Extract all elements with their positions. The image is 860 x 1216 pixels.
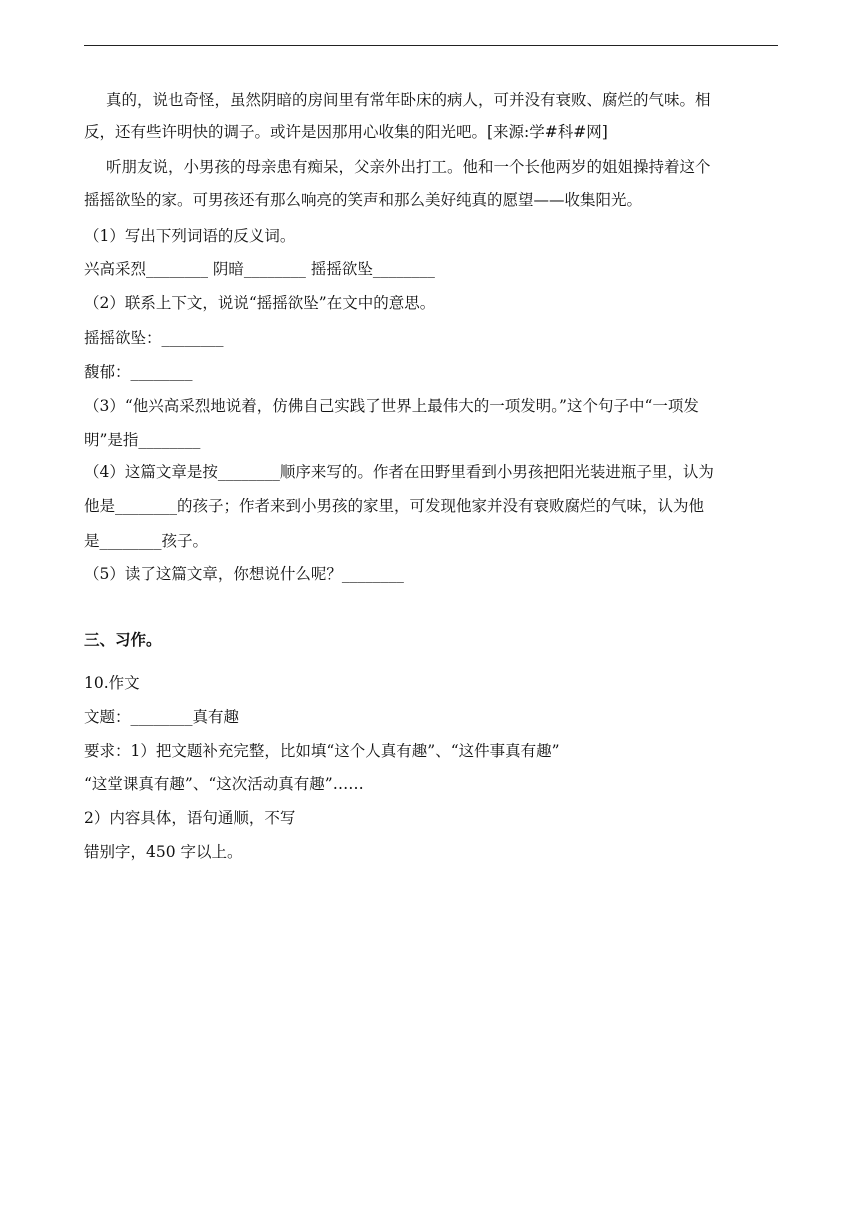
- passage-line: 真的，说也奇怪，虽然阴暗的房间里有常年卧床的病人，可并没有衰败、腐烂的气味。相: [106, 91, 711, 109]
- essay-requirement: 要求：1）把文题补充完整，比如填“这个人真有趣”、“这件事真有趣”: [84, 742, 560, 760]
- question-3: （3）“他兴高采烈地说着，仿佛自己实践了世界上最伟大的一项发明。”这个句子中“一项发: [84, 397, 699, 415]
- question-2-blank-b: 馥郁：________: [84, 363, 193, 381]
- passage-line: 听朋友说，小男孩的母亲患有痴呆，父亲外出打工。他和一个长他两岁的姐姐操持着这个: [106, 158, 711, 176]
- passage-line: 反，还有些许明快的调子。或许是因那用心收集的阳光吧。[来源:学#科#网]: [84, 123, 608, 141]
- header-rule: [84, 45, 778, 46]
- question-1-blanks: 兴高采烈________ 阴暗________ 摇摇欲坠________: [84, 260, 435, 278]
- question-4-cont: 他是________的孩子；作者来到小男孩的家里，可发现他家并没有衰败腐烂的气味，认为他: [84, 497, 705, 515]
- section-heading: 三、习作。: [84, 630, 162, 649]
- question-2: （2）联系上下文，说说“摇摇欲坠”在文中的意思。: [84, 294, 436, 312]
- question-4: （4）这篇文章是按________顺序来写的。作者在田野里看到小男孩把阳光装进瓶子里，认为: [84, 463, 714, 481]
- question-2-blank-a: 摇摇欲坠：________: [84, 329, 224, 347]
- question-5: （5）读了这篇文章，你想说什么呢？________: [84, 565, 404, 583]
- essay-requirement: 2）内容具体，语句通顺，不写: [84, 809, 296, 827]
- question-4-cont: 是________孩子。: [84, 532, 209, 550]
- question-10: 10.作文: [84, 674, 140, 692]
- question-3-cont: 明”是指________: [84, 431, 201, 449]
- passage-line: 摇摇欲坠的家。可男孩还有那么响亮的笑声和那么美好纯真的愿望——收集阳光。: [84, 191, 643, 209]
- essay-requirement: “这堂课真有趣”、“这次活动真有趣”……: [84, 775, 364, 793]
- essay-requirement: 错别字，450 字以上。: [84, 843, 243, 861]
- question-1: （1）写出下列词语的反义词。: [84, 227, 296, 245]
- essay-title: 文题：________真有趣: [84, 708, 240, 726]
